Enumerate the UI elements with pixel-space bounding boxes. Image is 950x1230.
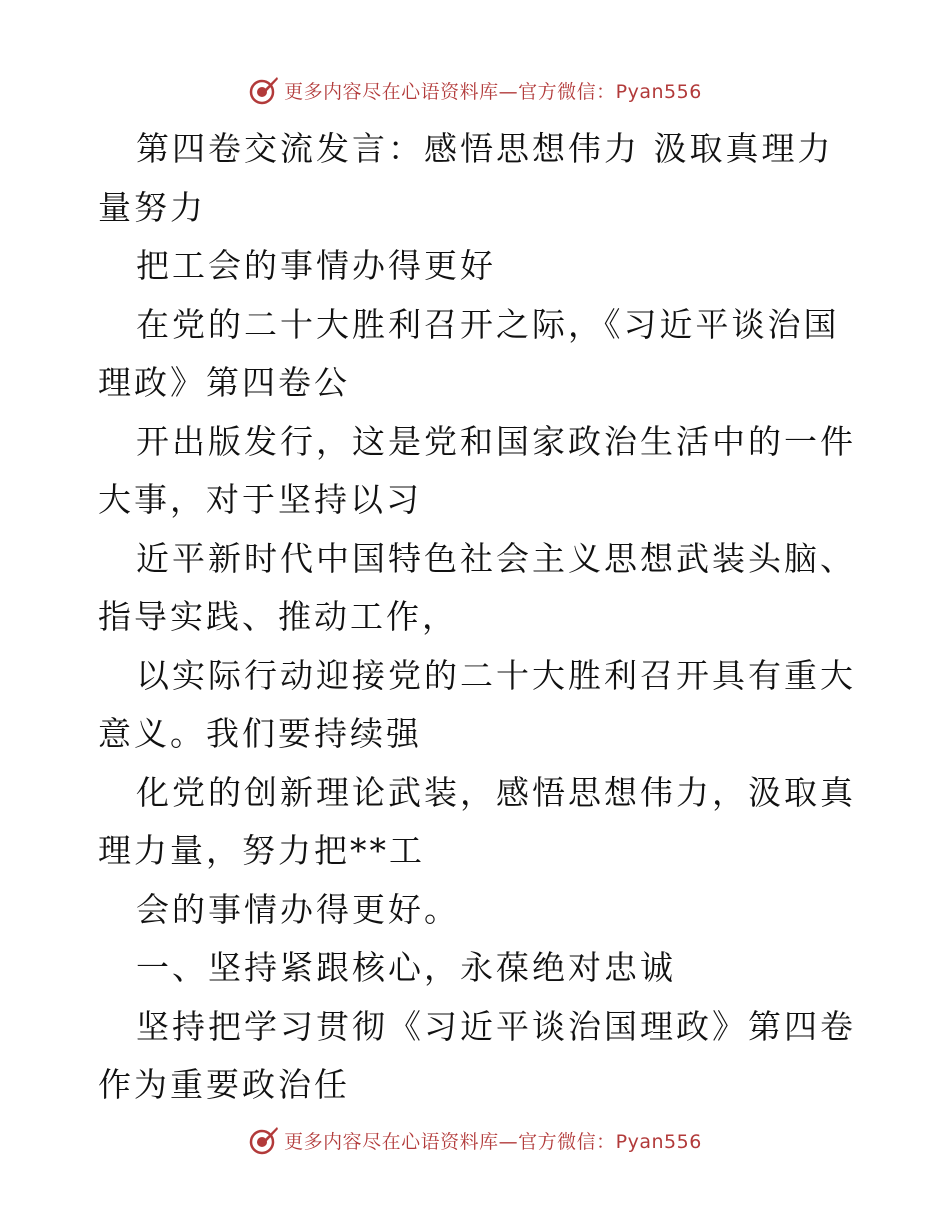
section-heading: 一、坚持紧跟核心，永葆绝对忠诚 (136, 948, 676, 987)
paragraph: 近平新时代中国特色社会主义思想武装头脑、指导实践、推动工作， (98, 538, 856, 636)
watermark-text: 更多内容尽在心语资料库—官方微信：Pyan556 (284, 1130, 702, 1153)
quill-seal-icon (248, 1124, 280, 1156)
document-title: 第四卷交流发言：感悟思想伟力 汲取真理力量努力 (98, 129, 834, 227)
watermark-text: 更多内容尽在心语资料库—官方微信：Pyan556 (284, 80, 702, 103)
paragraph: 以实际行动迎接党的二十大胜利召开具有重大意义。我们要持续强 (98, 655, 856, 753)
document-subtitle: 把工会的事情办得更好 (136, 246, 496, 285)
footer-watermark (0, 1120, 950, 1160)
paragraph: 化党的创新理论武装，感悟思想伟力，汲取真理力量，努力把**工 (98, 772, 856, 870)
paragraph: 开出版发行，这是党和国家政治生活中的一件大事，对于坚持以习 (98, 421, 856, 519)
document-body (98, 120, 858, 1115)
paragraph: 会的事情办得更好。 (136, 889, 460, 929)
paragraph: 坚持把学习贯彻《习近平谈治国理政》第四卷作为重要政治任 (98, 1006, 856, 1104)
header-watermark (0, 70, 950, 110)
quill-seal-icon (248, 74, 280, 106)
paragraph: 在党的二十大胜利召开之际，《习近平谈治国理政》第四卷公 (98, 304, 840, 402)
